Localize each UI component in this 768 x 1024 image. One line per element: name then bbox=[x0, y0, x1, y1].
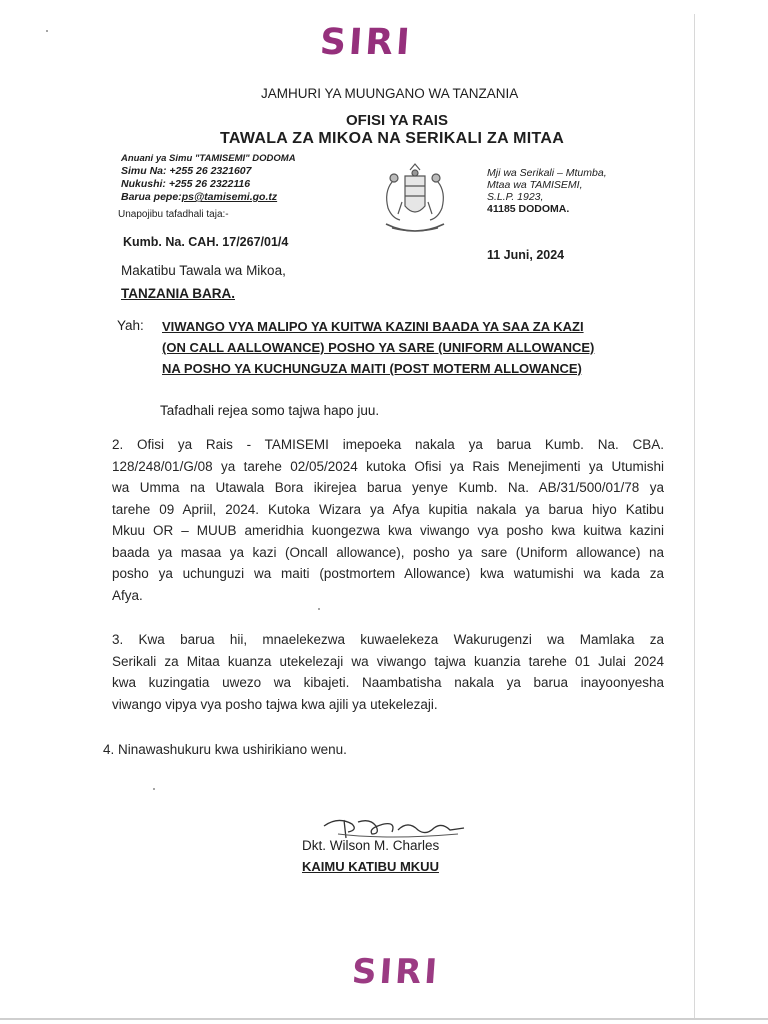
paragraph-3 bbox=[112, 629, 664, 715]
telegram-address: Anuani ya Simu "TAMISEMI" DODOMA bbox=[121, 153, 296, 164]
paragraph-line: Serikali za Mitaa kuanza utekelezaji wa viwango tajwa kuanzia tarehe 01 Julai 2024 bbox=[112, 653, 664, 669]
letter-date: 11 Juni, 2024 bbox=[487, 248, 565, 262]
republic-heading: JAMHURI YA MUUNGANO WA TANZANIA bbox=[261, 86, 519, 101]
paragraph-line: 2. Ofisi ya Rais - TAMISEMI imepoeka nakala ya barua Kumb. Na. CBA. bbox=[112, 437, 664, 452]
intro-line: Tafadhali rejea somo tajwa hapo juu. bbox=[160, 403, 380, 418]
recipient-line-1: Makatibu Tawala wa Mikoa, bbox=[121, 263, 286, 278]
reference-number: Kumb. Na. CAH. 17/267/01/4 bbox=[123, 235, 289, 249]
signatory-title: KAIMU KATIBU MKUU bbox=[302, 859, 439, 874]
paragraph-line: posho ya uchunguzi wa maiti (postmortem Allowance) kwa watumishi wa kada za bbox=[112, 566, 664, 581]
address-line-3: S.L.P. 1923, bbox=[487, 191, 544, 203]
paragraph-line: wa Umma na Utawala Bora ikirejea barua yenye Kumb. Na. AB/31/500/01/78 ya bbox=[112, 480, 664, 495]
paragraph-4 bbox=[103, 739, 423, 761]
paragraph-line: 3. Kwa barua hii, mnaelekezwa kuwaelekeza Wakurugenzi wa Mamlaka za bbox=[112, 632, 664, 647]
reply-note: Unapojibu tafadhali taja:- bbox=[118, 209, 229, 220]
tanzania-coat-of-arms-icon bbox=[372, 162, 458, 238]
office-heading: OFISI YA RAIS bbox=[346, 112, 448, 129]
recipient-line-2: TANZANIA BARA. bbox=[121, 286, 235, 301]
subject-line: NA POSHO YA KUCHUNGUZA MAITI (POST MOTERM ALLOWANCE) bbox=[162, 361, 582, 376]
paragraph-line: tarehe 09 Apriil, 2024. Kutoka Wizara ya Afya kupitia nakala ya barua hiyo Katibu bbox=[112, 501, 664, 517]
address-line-2: Mtaa wa TAMISEMI, bbox=[487, 179, 583, 191]
email-label: Barua pepe: bbox=[121, 191, 182, 203]
fax-number: Nukushi: +255 26 2322116 bbox=[121, 178, 251, 190]
secret-stamp-bottom: SIRI bbox=[350, 952, 442, 992]
scan-speck bbox=[318, 608, 320, 610]
subject-label: Yah: bbox=[117, 318, 144, 333]
subject-line: VIWANGO VYA MALIPO YA KUITWA KAZINI BAADA YA SAA ZA KAZI bbox=[162, 319, 584, 334]
subject-text bbox=[162, 316, 672, 379]
scan-bottom-line bbox=[0, 1018, 768, 1020]
paragraph-line: Mkuu OR – MUUB ameridhia kuongezwa kwa viwango vya posho kwa kuitwa kazini bbox=[112, 523, 664, 538]
phone-number: Simu Na: +255 26 2321607 bbox=[121, 165, 252, 177]
scan-speck bbox=[153, 788, 155, 790]
address-line-4: 41185 DODOMA. bbox=[487, 203, 570, 215]
scan-edge-line bbox=[694, 14, 695, 1019]
signatory-name: Dkt. Wilson M. Charles bbox=[302, 838, 440, 853]
paragraph-line: Afya. bbox=[112, 587, 143, 603]
paragraph-line: 128/248/01/G/08 ya tarehe 02/05/2024 kutoka Ofisi ya Rais Menejimenti ya Utumishi bbox=[112, 458, 664, 474]
paragraph-line: 4. Ninawashukuru kwa ushirikiano wenu. bbox=[103, 742, 347, 757]
email-address: ps@tamisemi.go.tz bbox=[181, 191, 278, 203]
email-line bbox=[121, 191, 277, 203]
address-line-1: Mji wa Serikali – Mtumba, bbox=[487, 167, 607, 179]
paragraph-line: baada ya masaa ya kazi (Oncall allowance), posho ya sare (Uniform allowance) na bbox=[112, 544, 664, 560]
office-subheading: TAWALA ZA MIKOA NA SERIKALI ZA MITAA bbox=[220, 130, 565, 147]
paragraph-line: viwango vipya vya posho tajwa kwa ajili ya utekelezaji. bbox=[112, 696, 438, 712]
subject-line: (ON CALL AALLOWANCE) POSHO YA SARE (UNIFORM ALLOWANCE) bbox=[162, 340, 595, 355]
scan-speck bbox=[46, 30, 48, 32]
paragraph-line: kwa kuzingatia uwezo wa kibajeti. Naambatisha nakala ya barua inayoonyesha bbox=[112, 675, 664, 690]
secret-stamp-top: SIRI bbox=[318, 22, 414, 63]
paragraph-2 bbox=[112, 434, 664, 606]
